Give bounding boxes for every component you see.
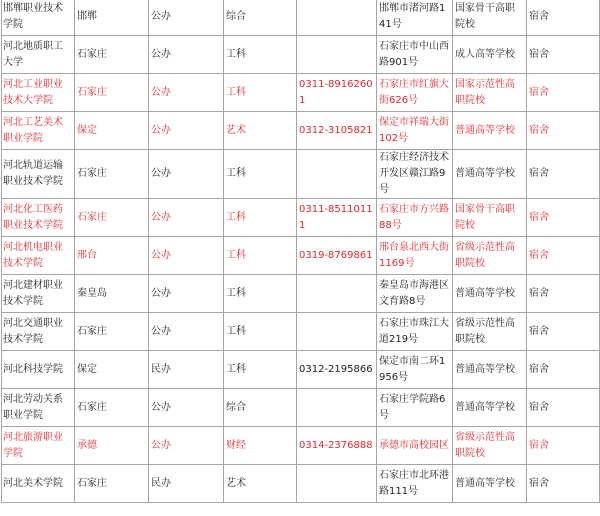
table-row [2,313,600,351]
ownership-cell: 公办 [149,427,224,465]
dorm-cell: 宿舍 [527,465,600,503]
city-cell: 石家庄 [75,199,149,237]
level-cell: 普通高等学校 [453,112,527,150]
phone-cell: 0312-2195866 [297,351,377,389]
dorm-cell: 宿舍 [527,150,600,199]
table-row [2,351,600,389]
category-cell: 工科 [224,275,297,313]
college-name-cell: 河北劳动关系职业学院 [2,389,75,427]
table-row [2,36,600,74]
category-cell: 综合 [224,0,297,36]
dorm-cell: 宿舍 [527,275,600,313]
phone-cell [297,150,377,199]
table-row [2,427,600,465]
dorm-cell: 宿舍 [527,0,600,36]
table-row [2,199,600,237]
college-name-cell: 河北工艺美术职业学院 [2,112,75,150]
ownership-cell: 公办 [149,36,224,74]
dorm-cell: 宿舍 [527,427,600,465]
college-name-cell: 河北工业职业技术大学院 [2,74,75,112]
level-cell: 普通高等学校 [453,351,527,389]
level-cell: 省级示范性高职院校 [453,237,527,275]
address-cell: 邢台泉北西大街1169号 [377,237,453,275]
dorm-cell: 宿舍 [527,351,600,389]
dorm-cell: 宿舍 [527,36,600,74]
college-name-cell: 河北化工医药职业技术学院 [2,199,75,237]
college-name-cell: 河北建材职业技术学院 [2,275,75,313]
level-cell: 成人高等学校 [453,36,527,74]
college-name-cell: 河北旅游职业学院 [2,427,75,465]
address-cell: 石家庄经济技术开发区赣江路9号 [377,150,453,199]
category-cell: 工科 [224,199,297,237]
phone-cell [297,36,377,74]
level-cell: 省级示范性高职院校 [453,427,527,465]
ownership-cell: 公办 [149,74,224,112]
category-cell: 工科 [224,237,297,275]
city-cell: 石家庄 [75,389,149,427]
dorm-cell: 宿舍 [527,199,600,237]
ownership-cell: 公办 [149,389,224,427]
address-cell: 石家庄市中山西路901号 [377,36,453,74]
ownership-cell: 民办 [149,351,224,389]
address-cell: 承德市高校园区 [377,427,453,465]
phone-cell [297,275,377,313]
ownership-cell: 公办 [149,275,224,313]
table-row [2,237,600,275]
ownership-cell: 公办 [149,313,224,351]
city-cell: 邢台 [75,237,149,275]
table-row [2,465,600,503]
phone-cell: 0319-8769861 [297,237,377,275]
phone-cell: 0311-85110111 [297,199,377,237]
city-cell: 石家庄 [75,74,149,112]
level-cell: 国家骨干高职院校 [453,0,527,36]
level-cell: 普通高等学校 [453,150,527,199]
table-row [2,74,600,112]
city-cell: 保定 [75,351,149,389]
ownership-cell: 民办 [149,465,224,503]
table-row [2,389,600,427]
city-cell: 石家庄 [75,36,149,74]
address-cell: 保定市祥瑞大街102号 [377,112,453,150]
city-cell: 承德 [75,427,149,465]
city-cell: 秦皇岛 [75,275,149,313]
category-cell: 工科 [224,36,297,74]
dorm-cell: 宿舍 [527,389,600,427]
college-name-cell: 河北交通职业技术学院 [2,313,75,351]
phone-cell [297,0,377,36]
college-table-body [2,0,600,503]
phone-cell: 0314-2376888 [297,427,377,465]
phone-cell [297,465,377,503]
level-cell: 普通高等学校 [453,465,527,503]
address-cell: 邯郸市渚河路141号 [377,0,453,36]
ownership-cell: 公办 [149,150,224,199]
college-name-cell: 河北科技学院 [2,351,75,389]
ownership-cell: 公办 [149,237,224,275]
table-row [2,112,600,150]
dorm-cell: 宿舍 [527,112,600,150]
level-cell: 国家示范性高职院校 [453,74,527,112]
ownership-cell: 公办 [149,199,224,237]
city-cell: 邯郸 [75,0,149,36]
city-cell: 石家庄 [75,150,149,199]
city-cell: 石家庄 [75,313,149,351]
college-name-cell: 河北美术学院 [2,465,75,503]
category-cell: 工科 [224,150,297,199]
category-cell: 工科 [224,351,297,389]
college-name-cell: 邯郸职业技术学院 [2,0,75,36]
dorm-cell: 宿舍 [527,237,600,275]
college-name-cell: 河北地质职工大学 [2,36,75,74]
dorm-cell: 宿舍 [527,74,600,112]
table-row [2,150,600,199]
address-cell: 石家庄市珠江大道219号 [377,313,453,351]
college-table [1,0,600,503]
college-name-cell: 河北机电职业技术学院 [2,237,75,275]
category-cell: 综合 [224,389,297,427]
phone-cell [297,313,377,351]
phone-cell: 0311-89162601 [297,74,377,112]
level-cell: 省级示范性高职院校 [453,313,527,351]
phone-cell: 0312-3105821 [297,112,377,150]
level-cell: 普通高等学校 [453,275,527,313]
level-cell: 普通高等学校 [453,389,527,427]
address-cell: 秦皇岛市海港区文育路8号 [377,275,453,313]
category-cell: 财经 [224,427,297,465]
category-cell: 工科 [224,74,297,112]
category-cell: 艺术 [224,112,297,150]
table-row [2,0,600,36]
phone-cell [297,389,377,427]
ownership-cell: 公办 [149,112,224,150]
address-cell: 石家庄市红旗大街626号 [377,74,453,112]
college-name-cell: 河北轨道运输职业技术学院 [2,150,75,199]
address-cell: 石家庄市北环港路111号 [377,465,453,503]
city-cell: 石家庄 [75,465,149,503]
ownership-cell: 公办 [149,0,224,36]
address-cell: 石家庄学院路6号 [377,389,453,427]
table-row [2,275,600,313]
level-cell: 国家骨干高职院校 [453,199,527,237]
city-cell: 保定 [75,112,149,150]
category-cell: 工科 [224,313,297,351]
dorm-cell: 宿舍 [527,313,600,351]
category-cell: 艺术 [224,465,297,503]
address-cell: 保定市南二环1956号 [377,351,453,389]
address-cell: 石家庄市方兴路88号 [377,199,453,237]
